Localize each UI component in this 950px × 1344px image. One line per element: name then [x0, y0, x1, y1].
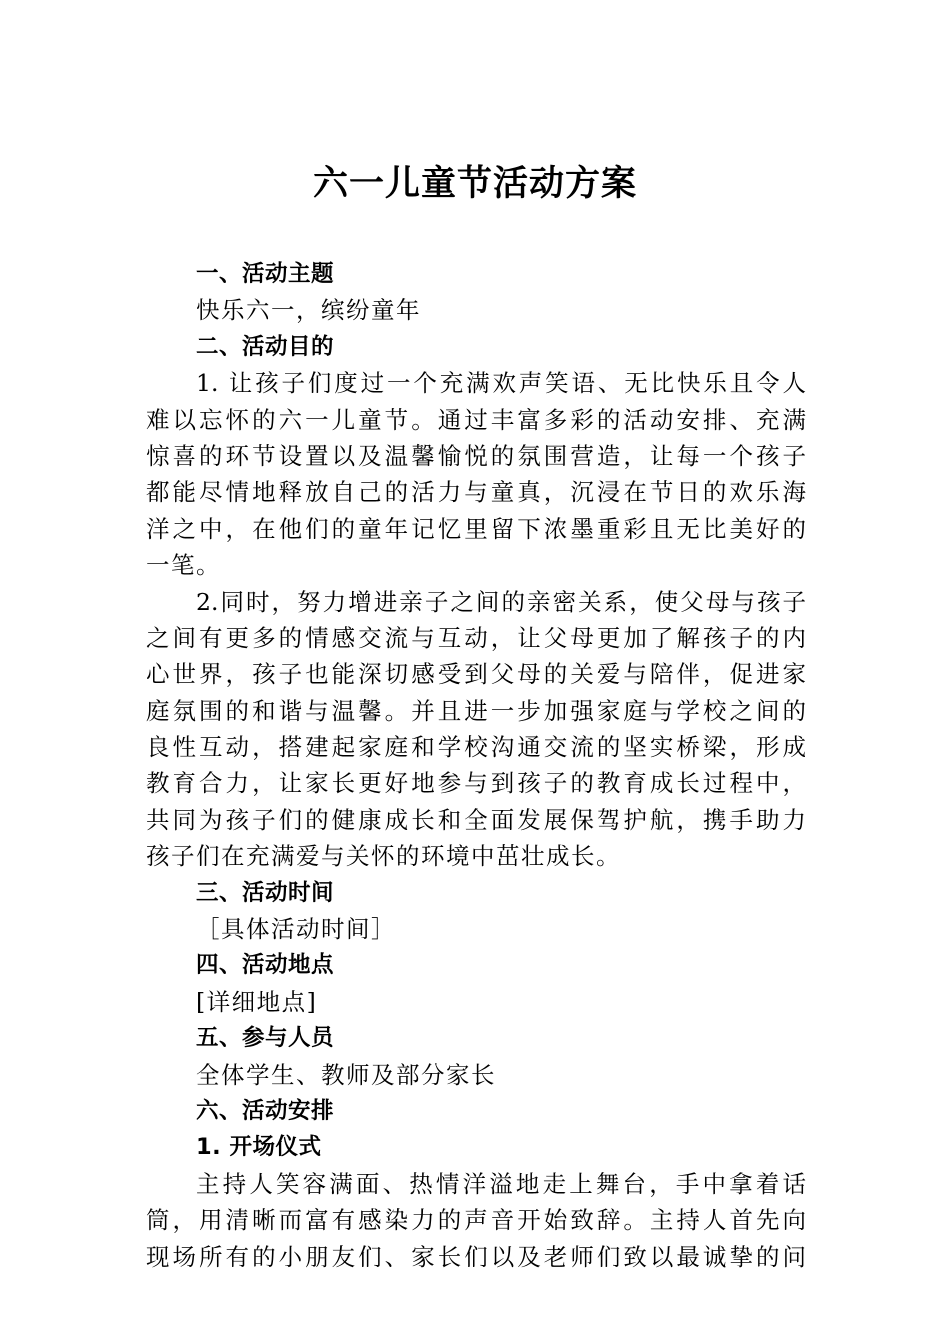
- paragraph-line: ［具体活动时间］: [196, 915, 396, 944]
- document-body: [146, 256, 806, 1275]
- paragraph-line: 之间有更多的情感交流与互动，让父母更加了解孩子的内: [146, 623, 806, 652]
- section-heading: 三、活动时间: [196, 879, 335, 906]
- subsection-heading: 1. 开场仪式: [196, 1134, 322, 1161]
- paragraph-line: 筒，用清晰而富有感染力的声音开始致辞。主持人首先向: [146, 1206, 806, 1235]
- section-heading: 二、活动目的: [196, 333, 335, 360]
- paragraph-line: 良性互动，搭建起家庭和学校沟通交流的坚实桥梁，形成: [146, 733, 806, 762]
- paragraph-line: 1. 让孩子们度过一个充满欢声笑语、无比快乐且令人: [196, 369, 806, 398]
- paragraph-line: 共同为孩子们的健康成长和全面发展保驾护航，携手助力: [146, 805, 806, 834]
- paragraph-line: 孩子们在充满爱与关怀的环境中茁壮成长。: [146, 842, 621, 871]
- document-title: 六一儿童节活动方案: [312, 163, 637, 204]
- paragraph-line: 教育合力，让家长更好地参与到孩子的教育成长过程中，: [146, 769, 806, 798]
- paragraph-line: 洋之中，在他们的童年记忆里留下浓墨重彩且无比美好的: [146, 514, 806, 543]
- paragraph-line: 惊喜的环节设置以及温馨愉悦的氛围营造，让每一个孩子: [146, 441, 806, 470]
- paragraph-line: 都能尽情地释放自己的活力与童真，沉浸在节日的欢乐海: [146, 478, 806, 507]
- section-heading: 四、活动地点: [196, 952, 335, 979]
- paragraph-line: 全体学生、教师及部分家长: [196, 1060, 496, 1089]
- paragraph-line: 主持人笑容满面、热情洋溢地走上舞台，手中拿着话: [196, 1169, 806, 1198]
- paragraph-line: 现场所有的小朋友们、家长们以及老师们致以最诚挚的问: [146, 1242, 806, 1271]
- paragraph-line: 2.同时，努力增进亲子之间的亲密关系，使父母与孩子: [196, 587, 806, 616]
- paragraph-line: 一笔。: [146, 551, 221, 580]
- section-heading: 一、活动主题: [196, 261, 335, 287]
- paragraph-line: 庭氛围的和谐与温馨。并且进一步加强家庭与学校之间的: [146, 696, 806, 725]
- section-heading: 六、活动安排: [196, 1097, 335, 1124]
- paragraph-line: [详细地点]: [196, 987, 318, 1016]
- section-heading: 五、参与人员: [196, 1025, 335, 1052]
- paragraph-line: 心世界，孩子也能深切感受到父母的关爱与陪伴，促进家: [146, 660, 806, 689]
- paragraph-line: 难以忘怀的六一儿童节。通过丰富多彩的活动安排、充满: [146, 405, 806, 434]
- paragraph-line: 快乐六一，缤纷童年: [196, 296, 421, 325]
